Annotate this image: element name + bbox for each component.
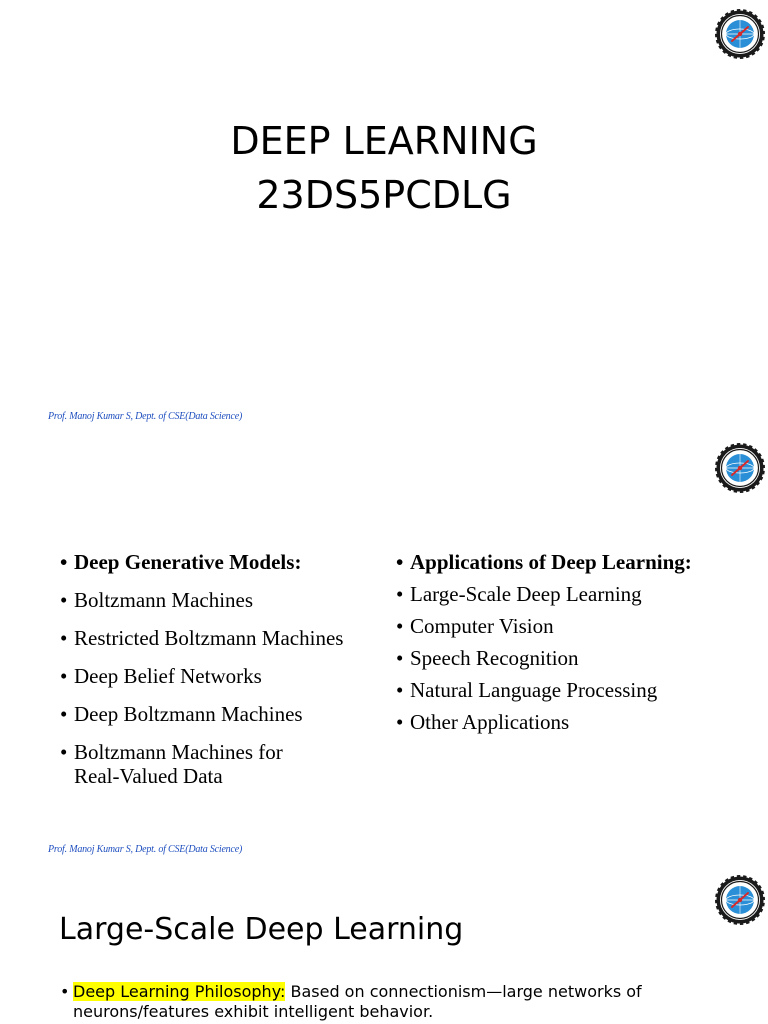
bullet-mark: • [396, 646, 404, 670]
list-item-text: Speech Recognition [410, 646, 579, 670]
list-item-text: Other Applications [410, 710, 570, 734]
bullet-mark: • [60, 982, 70, 1001]
bullet-mark: • [396, 550, 404, 574]
slide-footer: Prof. Manoj Kumar S, Dept. of CSE(Data Science) [48, 411, 243, 422]
bullet-point-text: Based on connectionism—large networks of neurons/features exhibit intelligent behavior. [73, 982, 642, 1021]
bullet-mark: • [396, 614, 404, 638]
list-item [396, 710, 756, 734]
list-item [396, 678, 756, 702]
list-item [60, 588, 380, 612]
list-item [60, 740, 314, 788]
list-item [396, 614, 756, 638]
course-title: DEEP LEARNING [230, 119, 538, 163]
list-item-text: Large-Scale Deep Learning [410, 582, 642, 606]
bullet-mark: • [396, 678, 404, 702]
content-slide [0, 868, 768, 1024]
institution-logo-icon [714, 874, 766, 926]
list-item [396, 582, 756, 606]
institution-logo-icon [714, 8, 766, 60]
highlighted-term: Deep Learning Philosophy: [73, 982, 286, 1001]
bullet-mark: • [60, 740, 68, 764]
list-heading [60, 550, 380, 574]
left-topic-list [60, 550, 380, 788]
list-heading-text: Applications of Deep Learning: [410, 550, 692, 574]
list-item-text: Natural Language Processing [410, 678, 658, 702]
bullet-mark: • [60, 588, 68, 612]
list-item-text: Computer Vision [410, 614, 554, 638]
list-item-text: Deep Belief Networks [74, 664, 262, 688]
list-item [60, 702, 380, 726]
bullet-mark: • [396, 582, 404, 606]
bullet-mark: • [60, 626, 68, 650]
slide-heading: Large-Scale Deep Learning [59, 912, 464, 947]
list-item-text: Boltzmann Machines for Real-Valued Data [74, 740, 283, 788]
slide-footer: Prof. Manoj Kumar S, Dept. of CSE(Data Science) [48, 844, 243, 855]
bullet-mark: • [60, 702, 68, 726]
bullet-mark: • [396, 710, 404, 734]
title-slide [0, 0, 768, 434]
list-item-text: Restricted Boltzmann Machines [74, 626, 344, 650]
list-heading [396, 550, 756, 574]
list-item [396, 646, 756, 670]
bullet-mark: • [60, 664, 68, 688]
right-topic-list [396, 550, 756, 734]
course-code: 23DS5PCDLG [256, 173, 512, 217]
bullet-point [60, 982, 743, 1022]
list-item-text: Deep Boltzmann Machines [74, 702, 303, 726]
institution-logo-icon [714, 442, 766, 494]
list-heading-text: Deep Generative Models: [74, 550, 302, 574]
list-item [60, 626, 380, 650]
bullet-mark: • [60, 550, 68, 574]
contents-slide [0, 434, 768, 868]
list-item-text: Boltzmann Machines [74, 588, 254, 612]
list-item [60, 664, 380, 688]
